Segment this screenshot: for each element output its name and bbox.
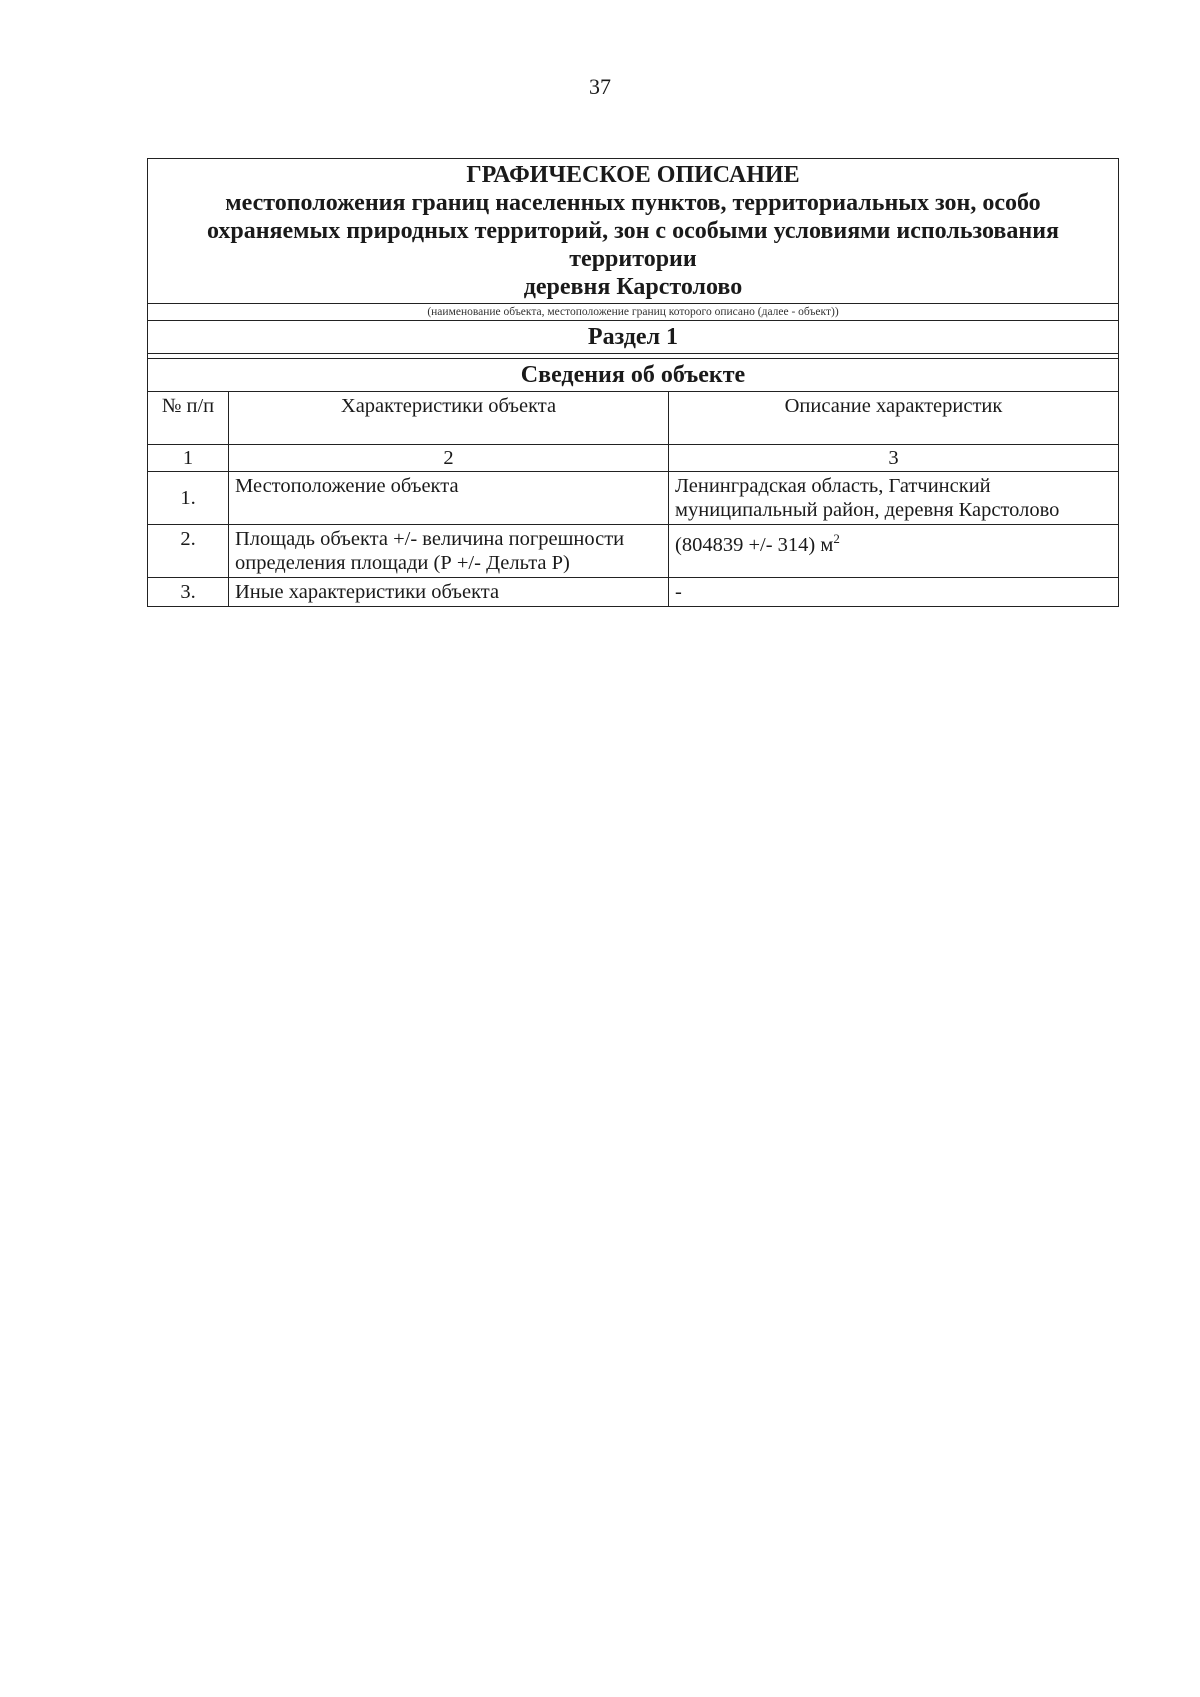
- form-subtitle-line-1: местоположения границ населенных пунктов, территориальных зон, особо: [225, 190, 1041, 216]
- form-header: [148, 159, 1118, 303]
- row-characteristic: Площадь объекта +/- величина погрешности определения площади (Р +/- Дельта Р): [229, 525, 669, 578]
- row-description: (804839 +/- 314) м: [675, 533, 834, 556]
- form-subtitle-line-2: охраняемых природных территорий, зон с особыми условиями использования: [206, 218, 1060, 244]
- column-number-3: 3: [669, 445, 1119, 472]
- object-info-table: [148, 391, 1118, 606]
- table-header-row: [148, 392, 1118, 445]
- row-description-cell: [669, 525, 1119, 578]
- area-unit-exponent: 2: [833, 531, 840, 546]
- page-number: 37: [589, 74, 611, 99]
- form-title: ГРАФИЧЕСКОЕ ОПИСАНИЕ: [466, 162, 800, 188]
- row-number: 2.: [148, 525, 229, 578]
- column-number-1: 1: [148, 445, 229, 472]
- object-name-caption: (наименование объекта, местоположение границ которого описано (далее - объект)): [148, 303, 1118, 320]
- column-number-2: 2: [229, 445, 669, 472]
- row-characteristic: Местоположение объекта: [229, 472, 669, 525]
- column-header-description: Описание характеристик: [669, 392, 1119, 445]
- row-description: -: [669, 578, 1119, 607]
- column-header-num: № п/п: [148, 392, 229, 445]
- row-description: Ленинградская область, Гатчинский муниципальный район, деревня Карстолово: [669, 472, 1119, 525]
- section-title: Раздел 1: [148, 320, 1118, 353]
- column-numbers-row: [148, 445, 1118, 472]
- section-subtitle: Сведения об объекте: [148, 358, 1118, 391]
- table-row: [148, 578, 1118, 607]
- form-subtitle-line-3: территории: [569, 246, 697, 272]
- row-number: 1.: [148, 472, 229, 525]
- table-row: [148, 525, 1118, 578]
- row-number: 3.: [148, 578, 229, 607]
- table-row: [148, 472, 1118, 525]
- graphic-description-form: [147, 158, 1119, 607]
- row-characteristic: Иные характеристики объекта: [229, 578, 669, 607]
- object-name: деревня Карстолово: [523, 274, 743, 300]
- column-header-characteristic: Характеристики объекта: [229, 392, 669, 445]
